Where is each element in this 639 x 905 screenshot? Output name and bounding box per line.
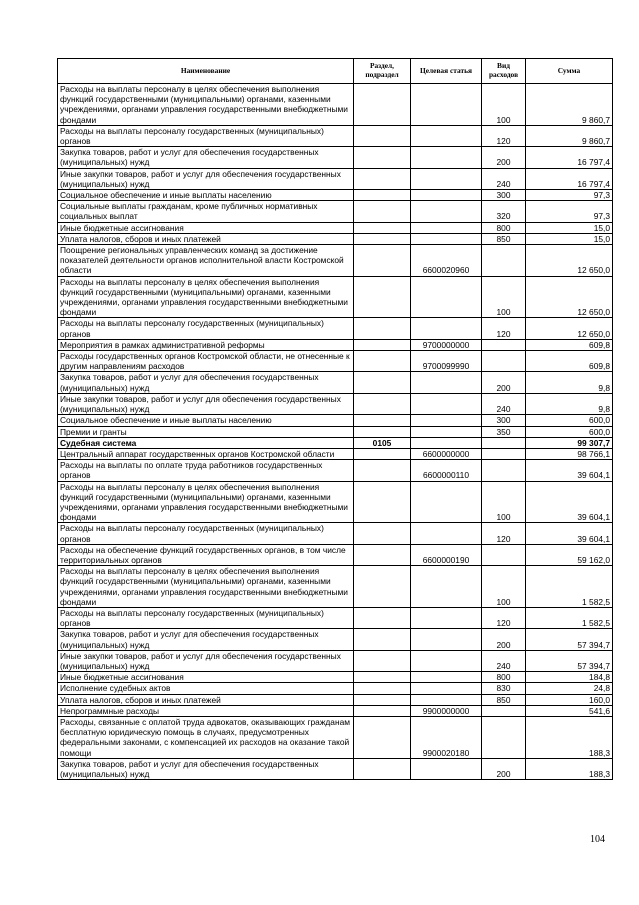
table-row	[58, 201, 613, 222]
cell-section	[354, 201, 411, 222]
table-body	[58, 84, 613, 780]
cell-section	[354, 393, 411, 414]
cell-name: Расходы на выплаты персоналу в целях обеспечения выполнения функций государственными (муниципальными) органами, казенными учреждениями, органами управления государственными внебюджетными фондами	[58, 481, 354, 523]
cell-expense-type: 100	[482, 566, 526, 608]
cell-amount: 600,0	[526, 415, 613, 426]
table-row	[58, 339, 613, 350]
cell-amount: 541,6	[526, 705, 613, 716]
cell-target: 6600000190	[411, 544, 482, 565]
cell-section	[354, 650, 411, 671]
cell-expense-type	[482, 437, 526, 448]
cell-expense-type: 200	[482, 147, 526, 168]
cell-target	[411, 372, 482, 393]
cell-name: Расходы на выплаты персоналу государственных (муниципальных) органов	[58, 607, 354, 628]
cell-amount: 188,3	[526, 758, 613, 779]
cell-section	[354, 233, 411, 244]
cell-amount: 12 650,0	[526, 245, 613, 277]
cell-section	[354, 629, 411, 650]
cell-expense-type: 120	[482, 318, 526, 339]
cell-amount: 39 604,1	[526, 460, 613, 481]
cell-amount: 609,8	[526, 339, 613, 350]
table-row	[58, 607, 613, 628]
cell-expense-type	[482, 705, 526, 716]
cell-target	[411, 523, 482, 544]
cell-expense-type: 850	[482, 694, 526, 705]
cell-section	[354, 168, 411, 189]
table-row	[58, 222, 613, 233]
cell-section	[354, 426, 411, 437]
cell-target: 6600000110	[411, 460, 482, 481]
cell-target	[411, 393, 482, 414]
table-row	[58, 683, 613, 694]
header-section: Раздел, подраздел	[354, 59, 411, 84]
cell-expense-type: 200	[482, 629, 526, 650]
cell-target: 6600000000	[411, 448, 482, 459]
cell-expense-type: 120	[482, 607, 526, 628]
cell-section	[354, 716, 411, 758]
cell-name: Центральный аппарат государственных органов Костромской области	[58, 448, 354, 459]
table-row	[58, 84, 613, 126]
cell-name: Расходы, связанные с оплатой труда адвокатов, оказывающих гражданам бесплатную юридическую помощь в случаях, предусмотренных федеральными законами, с компенсацией их расходов на оказание такой помощи	[58, 716, 354, 758]
cell-section	[354, 276, 411, 318]
cell-name: Иные закупки товаров, работ и услуг для обеспечения государственных (муниципальных) нужд	[58, 650, 354, 671]
cell-amount: 16 797,4	[526, 147, 613, 168]
cell-section	[354, 607, 411, 628]
cell-name: Социальные выплаты гражданам, кроме публичных нормативных социальных выплат	[58, 201, 354, 222]
cell-section	[354, 683, 411, 694]
cell-section	[354, 318, 411, 339]
header-expense-type: Вид расходов	[482, 59, 526, 84]
cell-target	[411, 84, 482, 126]
cell-target: 9900020180	[411, 716, 482, 758]
cell-expense-type	[482, 339, 526, 350]
cell-amount: 15,0	[526, 233, 613, 244]
table-row	[58, 758, 613, 779]
cell-amount: 12 650,0	[526, 318, 613, 339]
cell-expense-type: 100	[482, 276, 526, 318]
cell-amount: 99 307,7	[526, 437, 613, 448]
table-row	[58, 523, 613, 544]
cell-amount: 184,8	[526, 672, 613, 683]
cell-target	[411, 481, 482, 523]
cell-name: Расходы на обеспечение функций государственных органов, в том числе территориальных органов	[58, 544, 354, 565]
cell-name: Закупка товаров, работ и услуг для обеспечения государственных (муниципальных) нужд	[58, 147, 354, 168]
cell-name: Иные закупки товаров, работ и услуг для обеспечения государственных (муниципальных) нужд	[58, 168, 354, 189]
cell-section: 0105	[354, 437, 411, 448]
cell-amount: 12 650,0	[526, 276, 613, 318]
cell-name: Расходы на выплаты персоналу в целях обеспечения выполнения функций государственными (муниципальными) органами, казенными учреждениями, органами управления государственными внебюджетными фондами	[58, 276, 354, 318]
table-row	[58, 276, 613, 318]
cell-expense-type	[482, 544, 526, 565]
table-row	[58, 245, 613, 277]
cell-section	[354, 222, 411, 233]
cell-name: Расходы на выплаты персоналу в целях обеспечения выполнения функций государственными (муниципальными) органами, казенными учреждениями, органами управления государственными внебюджетными фондами	[58, 566, 354, 608]
cell-target	[411, 758, 482, 779]
cell-target	[411, 147, 482, 168]
cell-target	[411, 222, 482, 233]
table-row	[58, 448, 613, 459]
cell-expense-type	[482, 448, 526, 459]
cell-name: Мероприятия в рамках административной реформы	[58, 339, 354, 350]
cell-target	[411, 683, 482, 694]
cell-expense-type: 800	[482, 222, 526, 233]
cell-expense-type: 100	[482, 84, 526, 126]
table-row	[58, 460, 613, 481]
cell-amount: 9 860,7	[526, 84, 613, 126]
table-row	[58, 716, 613, 758]
cell-target	[411, 694, 482, 705]
cell-section	[354, 448, 411, 459]
cell-name: Судебная система	[58, 437, 354, 448]
cell-amount: 57 394,7	[526, 629, 613, 650]
cell-amount: 609,8	[526, 351, 613, 372]
cell-name: Премии и гранты	[58, 426, 354, 437]
table-row	[58, 372, 613, 393]
cell-target: 9700000000	[411, 339, 482, 350]
cell-amount: 188,3	[526, 716, 613, 758]
cell-expense-type	[482, 245, 526, 277]
cell-amount: 1 582,5	[526, 566, 613, 608]
cell-target	[411, 168, 482, 189]
cell-target	[411, 190, 482, 201]
cell-section	[354, 415, 411, 426]
cell-expense-type: 830	[482, 683, 526, 694]
cell-amount: 9,8	[526, 372, 613, 393]
table-row	[58, 437, 613, 448]
cell-amount: 39 604,1	[526, 481, 613, 523]
table-row	[58, 168, 613, 189]
cell-expense-type: 200	[482, 758, 526, 779]
cell-name: Социальное обеспечение и иные выплаты населению	[58, 415, 354, 426]
cell-name: Непрограммные расходы	[58, 705, 354, 716]
table-row	[58, 190, 613, 201]
table-row	[58, 566, 613, 608]
cell-target	[411, 125, 482, 146]
cell-expense-type	[482, 460, 526, 481]
table-row	[58, 650, 613, 671]
cell-expense-type: 850	[482, 233, 526, 244]
cell-target	[411, 415, 482, 426]
cell-name: Расходы на выплаты персоналу государственных (муниципальных) органов	[58, 523, 354, 544]
cell-section	[354, 147, 411, 168]
table-row	[58, 705, 613, 716]
cell-expense-type: 100	[482, 481, 526, 523]
cell-name: Расходы на выплаты персоналу в целях обеспечения выполнения функций государственными (муниципальными) органами, казенными учреждениями, органами управления государственными внебюджетными фондами	[58, 84, 354, 126]
cell-name: Иные бюджетные ассигнования	[58, 672, 354, 683]
cell-target	[411, 629, 482, 650]
cell-section	[354, 339, 411, 350]
table-row	[58, 415, 613, 426]
cell-section	[354, 372, 411, 393]
cell-amount: 1 582,5	[526, 607, 613, 628]
cell-expense-type: 200	[482, 372, 526, 393]
cell-expense-type: 120	[482, 125, 526, 146]
cell-section	[354, 125, 411, 146]
cell-expense-type: 240	[482, 393, 526, 414]
page-number: 104	[590, 834, 605, 845]
cell-name: Расходы государственных органов Костромской области, не отнесенные к другим направлениям расходов	[58, 351, 354, 372]
cell-name: Закупка товаров, работ и услуг для обеспечения государственных (муниципальных) нужд	[58, 372, 354, 393]
cell-expense-type: 300	[482, 190, 526, 201]
header-amount: Сумма	[526, 59, 613, 84]
cell-amount: 97,3	[526, 201, 613, 222]
cell-expense-type: 240	[482, 650, 526, 671]
cell-target	[411, 672, 482, 683]
header-name: Наименование	[58, 59, 354, 84]
cell-name: Социальное обеспечение и иные выплаты населению	[58, 190, 354, 201]
table-row	[58, 393, 613, 414]
cell-name: Иные бюджетные ассигнования	[58, 222, 354, 233]
table-row	[58, 672, 613, 683]
cell-section	[354, 460, 411, 481]
table-row	[58, 318, 613, 339]
table-row	[58, 694, 613, 705]
cell-amount: 600,0	[526, 426, 613, 437]
cell-target	[411, 201, 482, 222]
cell-name: Поощрение региональных управленческих команд за достижение показателей деятельности органов исполнительной власти Костромской области	[58, 245, 354, 277]
cell-amount: 9,8	[526, 393, 613, 414]
cell-expense-type: 800	[482, 672, 526, 683]
cell-name: Закупка товаров, работ и услуг для обеспечения государственных (муниципальных) нужд	[58, 758, 354, 779]
cell-section	[354, 351, 411, 372]
cell-expense-type	[482, 351, 526, 372]
cell-target: 6600020960	[411, 245, 482, 277]
cell-section	[354, 758, 411, 779]
cell-section	[354, 245, 411, 277]
header-target: Целевая статья	[411, 59, 482, 84]
cell-amount: 97,3	[526, 190, 613, 201]
table-row	[58, 544, 613, 565]
table-row	[58, 147, 613, 168]
cell-name: Исполнение судебных актов	[58, 683, 354, 694]
cell-amount: 39 604,1	[526, 523, 613, 544]
cell-amount: 9 860,7	[526, 125, 613, 146]
budget-table	[57, 58, 613, 780]
cell-amount: 98 766,1	[526, 448, 613, 459]
cell-target	[411, 233, 482, 244]
table-header-row	[58, 59, 613, 84]
cell-section	[354, 672, 411, 683]
cell-amount: 59 162,0	[526, 544, 613, 565]
cell-expense-type: 240	[482, 168, 526, 189]
cell-name: Иные закупки товаров, работ и услуг для обеспечения государственных (муниципальных) нужд	[58, 393, 354, 414]
table-row	[58, 481, 613, 523]
cell-target: 9900000000	[411, 705, 482, 716]
cell-section	[354, 705, 411, 716]
cell-section	[354, 190, 411, 201]
cell-amount: 15,0	[526, 222, 613, 233]
cell-section	[354, 544, 411, 565]
cell-expense-type	[482, 716, 526, 758]
table-row	[58, 233, 613, 244]
cell-name: Уплата налогов, сборов и иных платежей	[58, 233, 354, 244]
cell-target	[411, 607, 482, 628]
cell-section	[354, 694, 411, 705]
cell-target	[411, 566, 482, 608]
table-row	[58, 426, 613, 437]
cell-name: Закупка товаров, работ и услуг для обеспечения государственных (муниципальных) нужд	[58, 629, 354, 650]
cell-expense-type: 350	[482, 426, 526, 437]
table-row	[58, 629, 613, 650]
cell-name: Уплата налогов, сборов и иных платежей	[58, 694, 354, 705]
table-row	[58, 351, 613, 372]
cell-amount: 16 797,4	[526, 168, 613, 189]
cell-target	[411, 437, 482, 448]
cell-target: 9700099990	[411, 351, 482, 372]
cell-section	[354, 84, 411, 126]
cell-name: Расходы на выплаты персоналу государственных (муниципальных) органов	[58, 318, 354, 339]
cell-amount: 160,0	[526, 694, 613, 705]
cell-section	[354, 566, 411, 608]
cell-expense-type: 120	[482, 523, 526, 544]
cell-amount: 57 394,7	[526, 650, 613, 671]
cell-expense-type: 320	[482, 201, 526, 222]
cell-target	[411, 650, 482, 671]
cell-target	[411, 318, 482, 339]
cell-section	[354, 523, 411, 544]
cell-amount: 24,8	[526, 683, 613, 694]
cell-target	[411, 426, 482, 437]
cell-target	[411, 276, 482, 318]
cell-name: Расходы на выплаты персоналу государственных (муниципальных) органов	[58, 125, 354, 146]
cell-name: Расходы на выплаты по оплате труда работников государственных органов	[58, 460, 354, 481]
cell-section	[354, 481, 411, 523]
cell-expense-type: 300	[482, 415, 526, 426]
table-row	[58, 125, 613, 146]
